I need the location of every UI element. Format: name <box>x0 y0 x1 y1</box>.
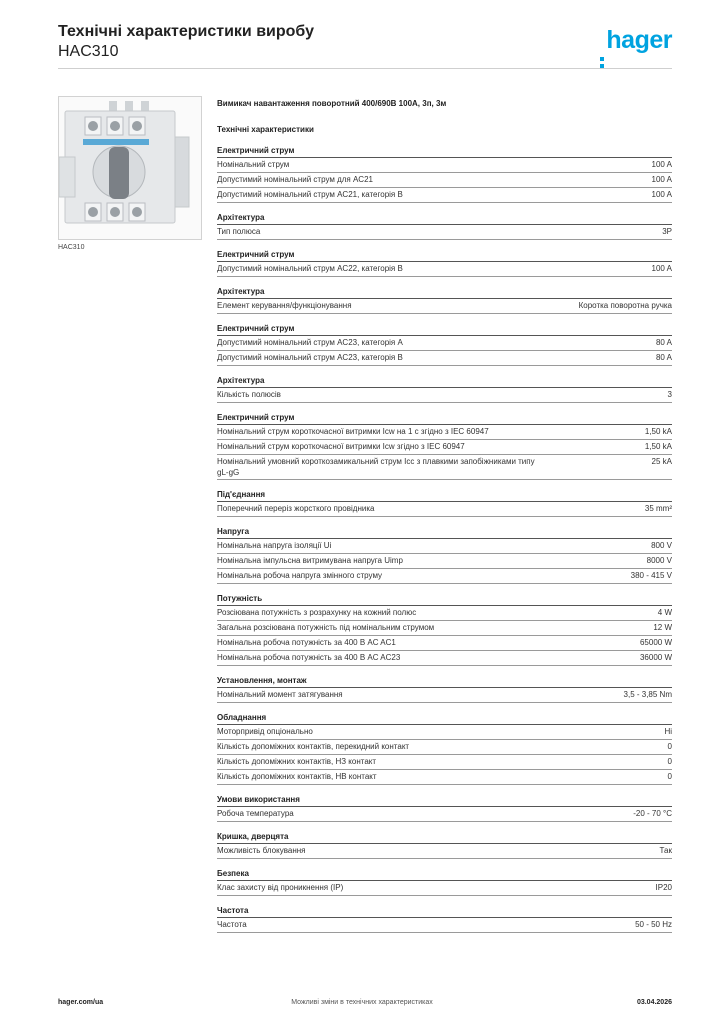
spec-group-title: Частота <box>217 905 672 918</box>
spec-value: 12 W <box>653 623 672 632</box>
spec-value: 100 A <box>651 190 672 199</box>
switch-disconnector-illustration <box>59 97 201 239</box>
spec-label: Номінальний момент затягування <box>217 690 343 699</box>
spec-group <box>217 593 672 666</box>
page-title: Технічні характеристики виробу <box>58 23 314 40</box>
spec-group-title: Під'єднання <box>217 489 672 502</box>
spec-label: Поперечний переріз жорсткого провідника <box>217 504 375 513</box>
spec-value: 50 - 50 Hz <box>635 920 672 929</box>
spec-row <box>217 636 672 651</box>
spec-value: 3 <box>667 390 672 399</box>
product-description: Вимикач навантаження поворотний 400/690В 100А, 3п, 3м <box>217 99 447 108</box>
footer-website[interactable]: hager.com/ua <box>58 999 104 1006</box>
spec-value: IP20 <box>655 883 672 892</box>
spec-row <box>217 807 672 822</box>
spec-row <box>217 502 672 517</box>
spec-value: 80 A <box>655 353 672 362</box>
spec-label: Частота <box>217 920 247 929</box>
spec-row <box>217 651 672 666</box>
spec-value: 1,50 kA <box>644 442 672 451</box>
spec-label: Кількість допоміжних контактів, НЗ контакт <box>217 757 377 766</box>
spec-group-title: Архітектура <box>217 212 672 225</box>
spec-group-title: Установлення, монтаж <box>217 675 672 688</box>
spec-value: 100 A <box>651 160 672 169</box>
spec-group <box>217 249 672 277</box>
spec-row <box>217 725 672 740</box>
spec-row <box>217 351 672 366</box>
spec-row <box>217 262 672 277</box>
spec-value: 4 W <box>657 608 672 617</box>
spec-value: 100 A <box>651 175 672 184</box>
spec-group-title: Умови використання <box>217 794 672 807</box>
spec-label: Допустимий номінальний струм AC23, категорія B <box>217 353 403 362</box>
spec-group <box>217 145 672 203</box>
spec-value: Коротка поворотна ручка <box>578 301 672 310</box>
spec-row <box>217 770 672 785</box>
spec-value: 35 mm² <box>644 504 672 513</box>
spec-value: 65000 W <box>639 638 672 647</box>
spec-label: Допустимий номінальний струм AC22, категорія B <box>217 264 403 273</box>
spec-value: 0 <box>667 742 672 751</box>
hager-logo <box>600 26 672 55</box>
spec-row <box>217 621 672 636</box>
spec-value: 25 kA <box>651 457 672 466</box>
page-header <box>58 22 672 68</box>
spec-label: Клас захисту від проникнення (IP) <box>217 883 344 892</box>
spec-label: Робоча температура <box>217 809 294 818</box>
spec-group <box>217 286 672 314</box>
spec-group <box>217 905 672 933</box>
spec-label: Моторпривід опціонально <box>217 727 313 736</box>
spec-row <box>217 539 672 554</box>
spec-value: Ні <box>664 727 672 736</box>
spec-group <box>217 412 672 480</box>
spec-group-title: Кришка, дверцята <box>217 831 672 844</box>
spec-label: Номінальний струм короткочасної витримки Icw згідно з IEC 60947 <box>217 442 465 451</box>
product-code: HAC310 <box>58 43 119 60</box>
spec-label: Допустимий номінальний струм для AC21 <box>217 175 373 184</box>
spec-group-title: Архітектура <box>217 375 672 388</box>
spec-row <box>217 844 672 859</box>
spec-row <box>217 569 672 584</box>
product-image <box>58 96 202 240</box>
spec-group-title: Електричний струм <box>217 249 672 262</box>
spec-label: Номінальний струм <box>217 160 290 169</box>
spec-group <box>217 212 672 240</box>
spec-group <box>217 323 672 366</box>
spec-label: Номінальний умовний короткозамикальний струм Icc з плавкими запобіжниками типу gL-gG <box>217 457 535 477</box>
spec-row <box>217 554 672 569</box>
spec-group <box>217 675 672 703</box>
spec-label: Номінальна імпульсна витримувана напруга Uimp <box>217 556 403 565</box>
spec-row <box>217 440 672 455</box>
spec-value: 0 <box>667 772 672 781</box>
spec-row <box>217 918 672 933</box>
spec-label: Можливість блокування <box>217 846 306 855</box>
spec-row <box>217 188 672 203</box>
image-caption: HAC310 <box>58 244 85 251</box>
spec-group <box>217 489 672 517</box>
spec-value: 800 V <box>651 541 672 550</box>
spec-label: Розсіювана потужність з розрахунку на кожний полюс <box>217 608 417 617</box>
spec-label: Допустимий номінальний струм AC21, категорія B <box>217 190 403 199</box>
spec-row <box>217 881 672 896</box>
spec-value: 100 A <box>651 264 672 273</box>
spec-row <box>217 755 672 770</box>
spec-groups <box>217 145 672 933</box>
spec-label: Номінальна робоча напруга змінного струму <box>217 571 383 580</box>
spec-value: -20 - 70 °C <box>633 809 672 818</box>
spec-row <box>217 740 672 755</box>
footer-note: Можливі зміни в технічних характеристиках <box>291 999 433 1006</box>
spec-group-title: Безпека <box>217 868 672 881</box>
spec-value: 0 <box>667 757 672 766</box>
specifications-panel <box>217 97 672 933</box>
spec-value: 8000 V <box>646 556 672 565</box>
section-heading: Технічні характеристики <box>217 125 314 134</box>
spec-group-title: Потужність <box>217 593 672 606</box>
spec-row <box>217 158 672 173</box>
spec-value: Так <box>659 846 672 855</box>
spec-value: 1,50 kA <box>644 427 672 436</box>
spec-label: Кількість допоміжних контактів, перекидний контакт <box>217 742 410 751</box>
spec-value: 80 A <box>655 338 672 347</box>
spec-group <box>217 712 672 785</box>
spec-label: Кількість полюсів <box>217 390 281 399</box>
spec-label: Елемент керування/функціонування <box>217 301 352 310</box>
spec-label: Номінальна робоча потужність за 400 В AC AC1 <box>217 638 396 647</box>
spec-label: Номінальна робоча потужність за 400 В AC AC23 <box>217 653 401 662</box>
logo-text: hager <box>606 26 672 54</box>
spec-group <box>217 794 672 822</box>
footer-date: 03.04.2026 <box>636 999 672 1006</box>
spec-value: 3,5 - 3,85 Nm <box>623 690 672 699</box>
spec-group <box>217 526 672 584</box>
spec-row <box>217 336 672 351</box>
spec-group-title: Електричний струм <box>217 412 672 425</box>
spec-group-title: Архітектура <box>217 286 672 299</box>
spec-row <box>217 606 672 621</box>
spec-row <box>217 173 672 188</box>
spec-row <box>217 225 672 240</box>
spec-group-title: Обладнання <box>217 712 672 725</box>
spec-value: 3P <box>662 227 672 236</box>
spec-label: Тип полюса <box>217 227 261 236</box>
spec-group <box>217 831 672 859</box>
spec-row <box>217 455 672 480</box>
spec-row <box>217 688 672 703</box>
spec-row <box>217 299 672 314</box>
spec-row <box>217 425 672 440</box>
spec-label: Номінальний струм короткочасної витримки Icw на 1 с згідно з IEC 60947 <box>217 427 489 436</box>
spec-label: Загальна розсіювана потужність під номінальним струмом <box>217 623 435 632</box>
spec-label: Допустимий номінальний струм AC23, категорія A <box>217 338 403 347</box>
spec-row <box>217 388 672 403</box>
spec-value: 36000 W <box>639 653 672 662</box>
spec-label: Номінальна напруга ізоляції Ui <box>217 541 332 550</box>
spec-group <box>217 375 672 403</box>
spec-group-title: Електричний струм <box>217 323 672 336</box>
header-divider <box>58 68 672 69</box>
spec-value: 380 - 415 V <box>630 571 672 580</box>
spec-group-title: Електричний струм <box>217 145 672 158</box>
spec-group <box>217 868 672 896</box>
spec-group-title: Напруга <box>217 526 672 539</box>
spec-label: Кількість допоміжних контактів, НВ контакт <box>217 772 377 781</box>
